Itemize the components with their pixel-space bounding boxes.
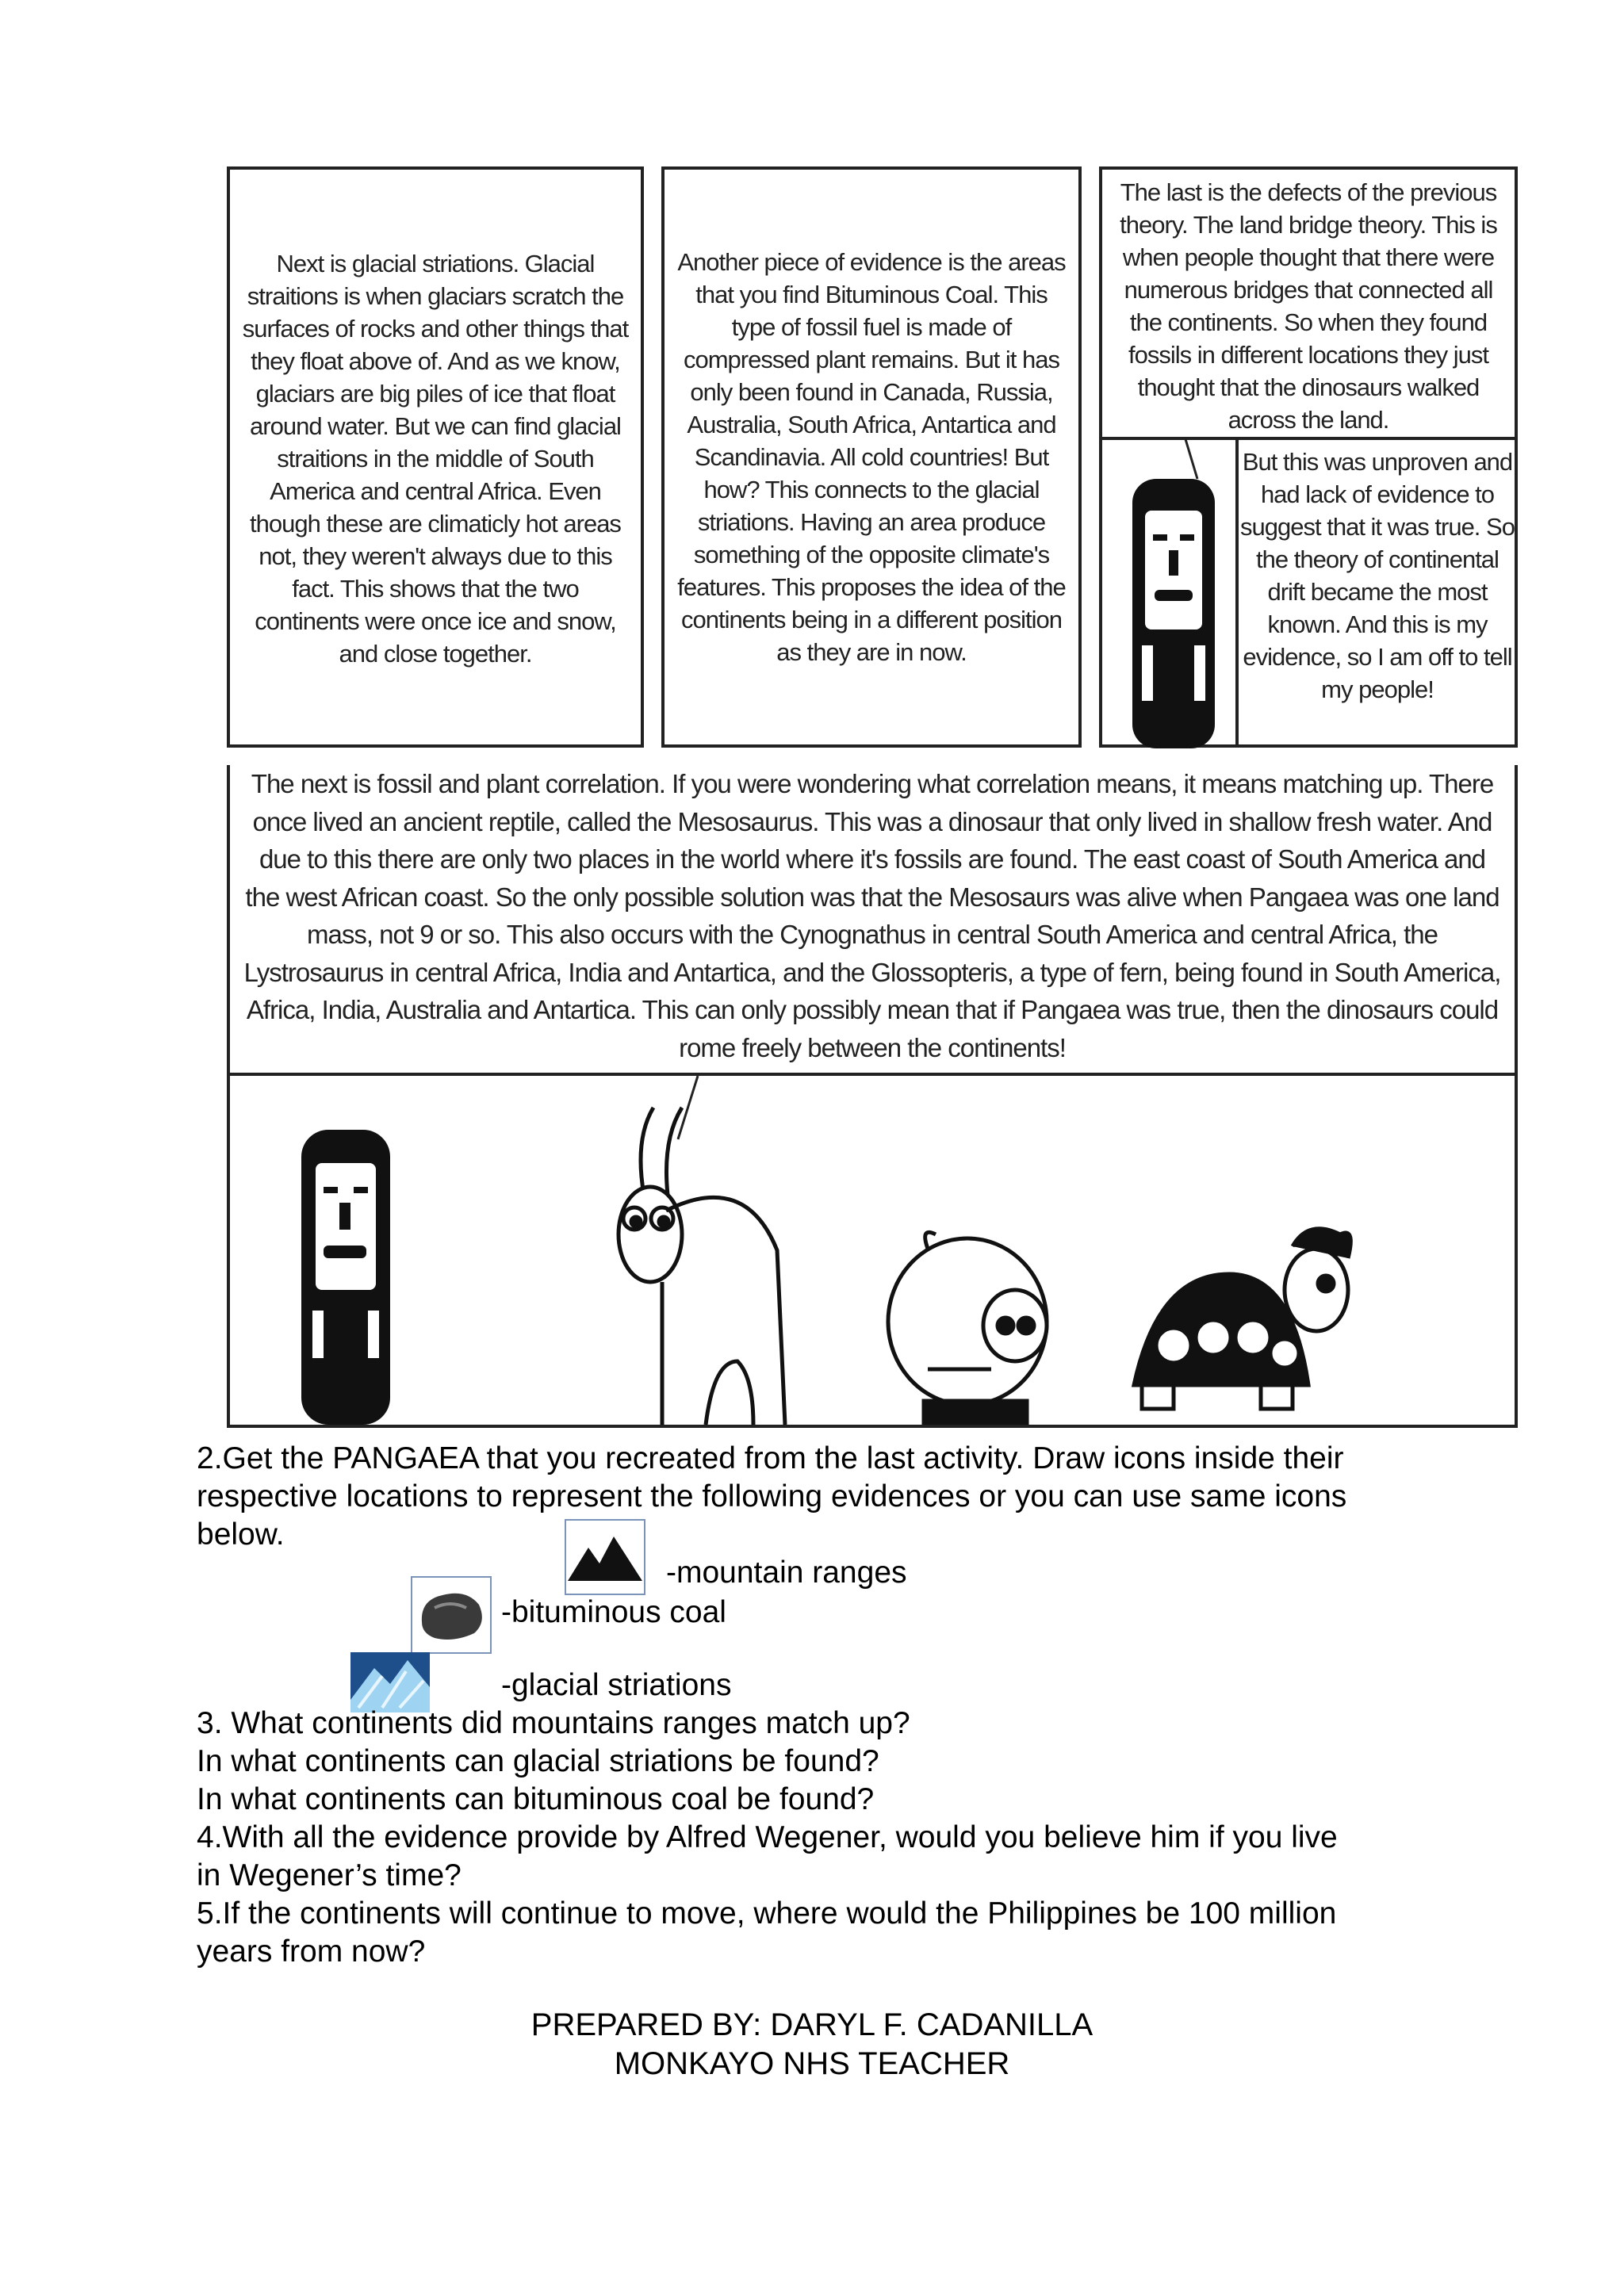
legend-mountain-label: -mountain ranges bbox=[666, 1556, 907, 1590]
pig-icon bbox=[888, 1232, 1047, 1425]
comic-panel-5 bbox=[227, 1073, 1518, 1428]
panel-2-text: Another piece of evidence is the areas that you find Bituminous Coal. This type of fossil fuel is made of compressed plant remains. But it has only been found in Canada, Russia, Australia, South Africa, Antartica and Scandinavia. All cold countries! But how? This connects to the glacial striations. Having an area produce something of the opposite climate's features. This proposes the idea of the continents being in a different position as they are in now. bbox=[677, 248, 1066, 666]
panel-1-text: Next is glacial striations. Glacial straitions is when glaciars scratch the surfaces of rocks and other things that they float above of. And as we know, glaciars are big piles of ice that float around water. But we can find glacial straitions in the middle of South America and central Africa. Even though these are climaticly hot areas not, they weren't always due to this fact. This shows that the two continents were once ice and snow, and close together. bbox=[242, 250, 629, 668]
mountain-icon bbox=[565, 1519, 645, 1595]
teacher-role: MONKAYO NHS TEACHER bbox=[614, 2046, 1010, 2081]
legend-coal-label: -bituminous coal bbox=[501, 1595, 726, 1629]
q3-line-1: 3. What continents did mountains ranges match up? bbox=[197, 1706, 910, 1740]
comic-panel-3 bbox=[1099, 166, 1518, 748]
coal-icon bbox=[411, 1576, 492, 1654]
panel-4-text: The next is fossil and plant correlation. If you were wondering what correlation means, it means matching up. There once lived an ancient reptile, called the Mesosaurus. This was a dinosaur that only lived in shallow fresh water. And due to this there are only two places in the world where it's fossils are found. The east coast of South America and the west African coast. So the only possible solution was that the Mesosaurs was alive when Pangaea was one land mass, not 9 or so. This also occurs with the Cynognathus in central South America and central Africa, the Lystrosaurus in central Africa, India and Antartica, and the Glossopteris, a type of fern, being found in South America, Africa, India, Australia and Antartica. This can only possibly mean that if Pangaea was true, then the dinosaurs could rome freely between the continents! bbox=[243, 769, 1501, 1062]
q5-line-1: 5.If the continents will continue to move, where would the Philippines be 100 million bbox=[197, 1896, 1337, 1931]
prepared-by: PREPARED BY: DARYL F. CADANILLA bbox=[530, 2007, 1094, 2042]
q2-line-2: respective locations to represent the following evidences or you can use same icons bbox=[197, 1479, 1347, 1513]
q3-line-3: In what continents can bituminous coal be found? bbox=[197, 1782, 875, 1816]
goat-icon bbox=[619, 1108, 785, 1425]
panel-3-top-text: The last is the defects of the previous theory. The land bridge theory. This is when people thought that there were numerous bridges that connected all the continents. So when they found fossils in different locations they just thought that the dinosaurs walked across the land. bbox=[1120, 178, 1497, 434]
q4-line-1: 4.With all the evidence provide by Alfred Wegener, would you believe him if you live bbox=[197, 1820, 1338, 1854]
comic-panel-2 bbox=[661, 166, 1082, 748]
comic-panel-4 bbox=[227, 765, 1518, 1076]
q5-line-2: years from now? bbox=[197, 1934, 426, 1969]
q2-line-3: below. bbox=[197, 1517, 285, 1552]
comic-illustration bbox=[230, 1076, 1515, 1425]
q2-line-1: 2.Get the PANGAEA that you recreated from the last activity. Draw icons inside their bbox=[197, 1441, 1344, 1475]
legend-glacial-label: -glacial striations bbox=[501, 1668, 732, 1702]
glacier-icon bbox=[350, 1652, 430, 1712]
comic-panel-1 bbox=[227, 166, 644, 748]
q4-line-2: in Wegener’s time? bbox=[197, 1858, 462, 1892]
moai-character-icon bbox=[1118, 439, 1229, 748]
panel-3-bottom-text: But this was unproven and had lack of evidence to suggest that it was true. So the theory of continental drift became the most known. And this is my evidence, so I am off to tell my people! bbox=[1240, 448, 1515, 703]
moai-icon bbox=[301, 1130, 390, 1425]
q3-line-2: In what continents can glacial striations be found? bbox=[197, 1744, 879, 1778]
panel-3-inner-divider bbox=[1235, 437, 1239, 748]
turtle-icon bbox=[1134, 1229, 1350, 1409]
